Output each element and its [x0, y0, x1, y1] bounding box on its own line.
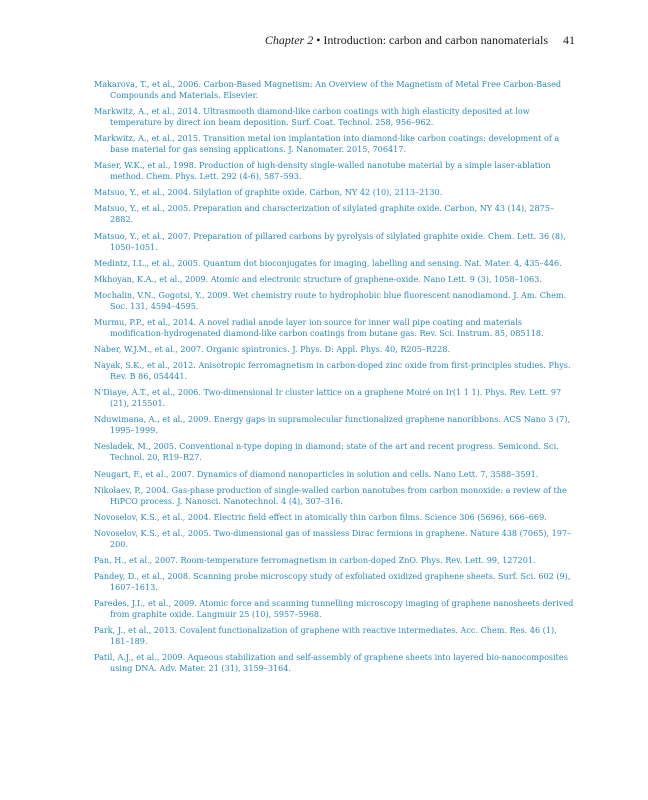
reference-item: Park, J., et al., 2013. Covalent functionalization of graphene with reactive intermediates. Acc. Chem. Res. 46 (1), 181–189. — [94, 625, 557, 647]
reference-item: Pan, H., et al., 2007. Room-temperature ferromagnetism in carbon-doped ZnO. Phys. Rev. Lett. 99, 127201. — [94, 554, 536, 565]
reference-item: Nduwimana, A., et al., 2009. Energy gaps in supramolecular functionalized graphene nanoribbons. ACS Nano 3 (7), 1995–1999. — [94, 414, 571, 436]
page-number: 41 — [563, 33, 575, 47]
chapter-title: Introduction: carbon and carbon nanomaterials — [323, 33, 548, 47]
reference-item: Paredes, J.I., et al., 2009. Atomic force and scanning tunnelling microscopy imaging of graphene nanosheets derived from graphite oxide. Langmuir 25 (10), 5957–5968. — [94, 598, 574, 620]
reference-item: Neugart, F., et al., 2007. Dynamics of diamond nanoparticles in solution and cells. Nano Lett. 7, 3588–3591. — [94, 468, 539, 479]
reference-item: Murmu, P.P., et al., 2014. A novel radial anode layer ion source for inner wall pipe coating and materials modification-hydrogenated diamond-like carbon coatings from butane gas. Rev. Sci. Instrum. 85, 085118. — [94, 316, 544, 338]
reference-item: Nesladek, M., 2005. Conventional n-type doping in diamond: state of the art and recent progress. Semicond. Sci. Technol. 20, R19–R27. — [94, 441, 559, 463]
reference-item: Markwitz, A., et al., 2014. Ultrasmooth diamond-like carbon coatings with high elasticity deposited at low temperature by direct ion beam deposition. Surf. Coat. Technol. 258, 956–962. — [94, 106, 530, 128]
reference-item: Nayak, S.K., et al., 2012. Anisotropic ferromagnetism in carbon-doped zinc oxide from first-principles studies. Phys. Rev. B 86, 054441. — [94, 360, 571, 382]
reference-item: Matsuo, Y., et al., 2007. Preparation of pillared carbons by pyrolysis of silylated graphite oxide. Chem. Lett. 36 (8), 1050–1051. — [94, 230, 566, 252]
reference-item: Novoselov, K.S., et al., 2004. Electric field effect in atomically thin carbon films. Science 306 (5696), 666–669. — [94, 511, 547, 522]
reference-list — [94, 79, 576, 679]
reference-item: Medintz, I.L., et al., 2005. Quantum dot bioconjugates for imaging, labelling and sensing. Nat. Mater. 4, 435–446. — [94, 257, 562, 268]
reference-item: N'Diaye, A.T., et al., 2006. Two-dimensional Ir cluster lattice on a graphene Moiré on Ir(1 1 1). Phys. Rev. Lett. 97 (21), 215501. — [94, 387, 562, 409]
reference-item: Mkhoyan, K.A., et al., 2009. Atomic and electronic structure of graphene-oxide. Nano Lett. 9 (3), 1058–1063. — [94, 273, 542, 284]
reference-item: Nikolaev, P., 2004. Gas-phase production of single-walled carbon nanotubes from carbon monoxide: a review of the HiPCO process. J. Nanosci. Nanotechnol. 4 (4), 307–316. — [94, 484, 567, 506]
reference-item: Matsuo, Y., et al., 2005. Preparation and characterization of silylated graphite oxide. Carbon, NY 43 (14), 2875–2882. — [94, 203, 554, 225]
reference-item: Naber, W.J.M., et al., 2007. Organic spintronics. J. Phys. D: Appl. Phys. 40, R205–R228. — [94, 344, 451, 355]
reference-item: Matsuo, Y., et al., 2004. Silylation of graphite oxide. Carbon, NY 42 (10), 2113–2130. — [94, 187, 443, 198]
reference-item: Pandey, D., et al., 2008. Scanning probe microscopy study of exfoliated oxidized graphene sheets. Surf. Sci. 602 (9), 1607–1613. — [94, 570, 571, 592]
reference-item: Novoselov, K.S., et al., 2005. Two-dimensional gas of massless Dirac fermions in graphene. Nature 438 (7065), 197–200. — [94, 527, 572, 549]
reference-item: Markwitz, A., et al., 2015. Transition metal ion implantation into diamond-like carbon coatings: development of a base material for gas sensing applications. J. Nanomater. 2015, 706417. — [94, 133, 560, 155]
chapter-label: Chapter 2 — [264, 33, 314, 47]
running-header — [265, 33, 575, 48]
header-separator: • — [316, 33, 321, 47]
reference-item: Patil, A.J., et al., 2009. Aqueous stabilization and self-assembly of graphene sheets into layered bio-nanocomposites using DNA. Adv. Mater. 21 (31), 3159–3164. — [94, 652, 568, 674]
reference-item: Makarova, T., et al., 2006. Carbon-Based Magnetism: An Overview of the Magnetism of Metal Free Carbon-Based Compounds and Materials. Elsevier. — [94, 79, 562, 100]
reference-item: Maser, W.K., et al., 1998. Production of high-density single-walled nanotube material by a simple laser-ablation method. Chem. Phys. Lett. 292 (4-6), 587–593. — [94, 160, 551, 182]
reference-item: Mochalin, V.N., Gogotsi, Y., 2009. Wet chemistry route to hydrophobic blue fluorescent nanodiamond. J. Am. Chem. Soc. 131, 4594–4595. — [94, 289, 567, 311]
